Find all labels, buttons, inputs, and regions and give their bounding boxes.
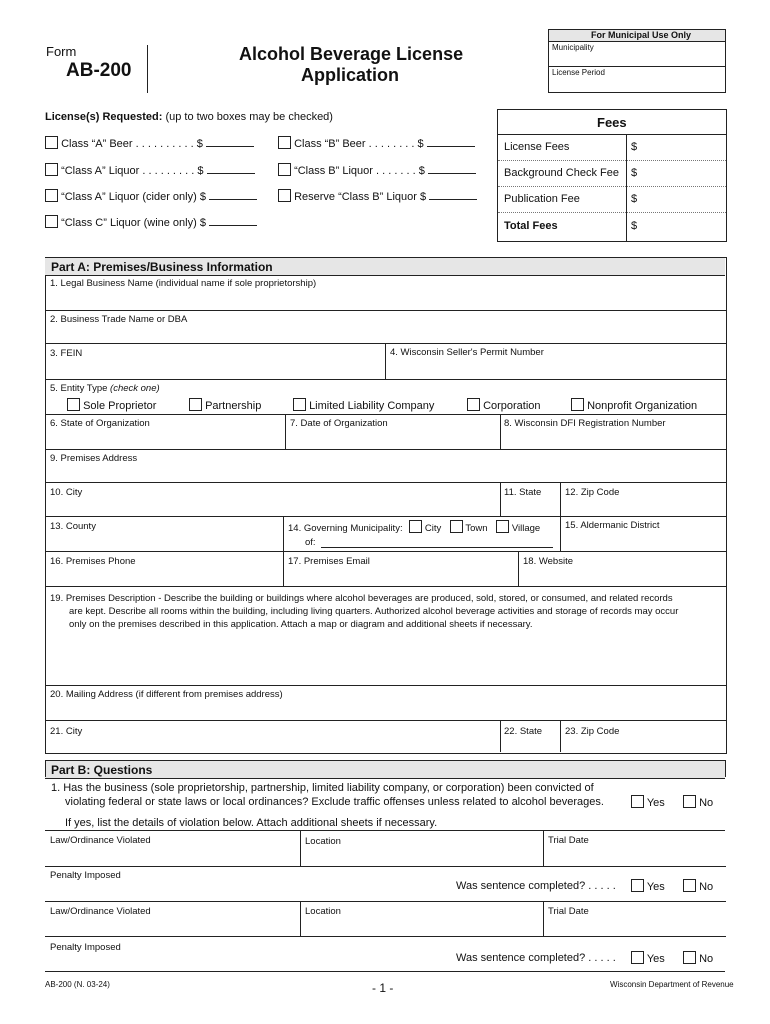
municipal-use-heading: For Municipal Use Only (591, 30, 692, 40)
license-class-a-beer[interactable]: Class “A” Beer . . . . . . . . . . $ (45, 136, 254, 150)
checkbox[interactable] (683, 795, 696, 808)
checkbox[interactable] (45, 136, 58, 149)
entity-sole-proprietor[interactable]: Sole Proprietor (67, 398, 156, 412)
license-class-b-beer[interactable]: Class “B” Beer . . . . . . . . $ (278, 136, 475, 150)
aldermanic-district-field[interactable]: 15. Aldermanic District (565, 520, 660, 531)
state-of-organization-field[interactable]: 6. State of Organization (50, 418, 150, 429)
header-divider (147, 45, 148, 93)
license-class-a-liquor-cider[interactable]: “Class A” Liquor (cider only) $ (45, 189, 257, 203)
checkbox[interactable] (631, 951, 644, 964)
license-fees-input[interactable]: $ (631, 141, 638, 153)
municipal-use-box (548, 29, 726, 93)
checkbox[interactable] (293, 398, 306, 411)
law-violated-field-2[interactable]: Law/Ordinance Violated (50, 906, 151, 917)
question-1-line2: violating federal or state laws or local ordinances? Exclude traffic offenses unless related to alcohol beverages. (65, 796, 604, 808)
footer-page-number: - 1 - (372, 981, 394, 995)
checkbox[interactable] (189, 398, 202, 411)
licenses-heading: License(s) Requested: (up to two boxes may be checked) (45, 111, 333, 123)
mailing-city-field[interactable]: 21. City (50, 726, 83, 737)
total-fees-input[interactable]: $ (631, 220, 638, 232)
license-class-c-liquor-wine[interactable]: “Class C” Liquor (wine only) $ (45, 215, 257, 229)
license-class-b-liquor[interactable]: “Class B” Liquor . . . . . . . $ (278, 163, 476, 177)
footer-form-id: AB-200 (N. 03-24) (45, 980, 110, 989)
premises-address-field[interactable]: 9. Premises Address (50, 453, 138, 464)
penalty-imposed-field-1[interactable]: Penalty Imposed (50, 870, 121, 881)
sentence-1-no-option[interactable]: No (683, 879, 713, 893)
governing-municipality-field[interactable]: 14. Governing Municipality: City Town Village (288, 520, 540, 534)
premises-description-line1: 19. Premises Description - Describe the building or buildings where alcohol beverages are produced, sold, stored, or consumed, and related records (50, 593, 673, 604)
premises-description-line2: are kept. Describe all rooms within the building, including living quarters. Authorized alcohol beverage activities and storage of records may occur (69, 606, 679, 617)
sentence-completed-label-1: Was sentence completed? . . . . . (456, 880, 616, 892)
fees-table (497, 109, 727, 242)
form-number: AB-200 (66, 60, 132, 81)
background-check-fee-label: Background Check Fee (504, 167, 619, 179)
checkbox[interactable] (631, 795, 644, 808)
q1-no-option[interactable]: No (683, 795, 713, 809)
footer-department: Wisconsin Department of Revenue (610, 980, 734, 989)
fees-heading: Fees (597, 115, 627, 130)
law-violated-field-1[interactable]: Law/Ordinance Violated (50, 835, 151, 846)
sellers-permit-field[interactable]: 4. Wisconsin Seller's Permit Number (390, 347, 544, 358)
county-field[interactable]: 13. County (50, 521, 96, 532)
checkbox[interactable] (496, 520, 509, 533)
checkbox[interactable] (278, 163, 291, 176)
trade-name-field[interactable]: 2. Business Trade Name or DBA (50, 314, 188, 325)
checkbox[interactable] (278, 136, 291, 149)
publication-fee-input[interactable]: $ (631, 193, 638, 205)
premises-phone-field[interactable]: 16. Premises Phone (50, 556, 136, 567)
checkbox[interactable] (45, 163, 58, 176)
q1-yes-option[interactable]: Yes (631, 795, 665, 809)
mailing-state-field[interactable]: 22. State (504, 726, 543, 737)
mailing-address-field[interactable]: 20. Mailing Address (if different from premises address) (50, 689, 283, 700)
entity-corporation[interactable]: Corporation (467, 398, 541, 412)
checkbox[interactable] (67, 398, 80, 411)
checkbox[interactable] (450, 520, 463, 533)
city-field[interactable]: 10. City (50, 487, 83, 498)
question-1-line3: If yes, list the details of violation below. Attach additional sheets if necessary. (65, 817, 438, 829)
checkbox[interactable] (278, 189, 291, 202)
dfi-registration-field[interactable]: 8. Wisconsin DFI Registration Number (504, 418, 666, 429)
publication-fee-label: Publication Fee (504, 193, 580, 205)
legal-business-name-field[interactable]: 1. Legal Business Name (individual name if sole proprietorship) (50, 278, 317, 289)
checkbox[interactable] (683, 951, 696, 964)
checkbox[interactable] (683, 879, 696, 892)
website-field[interactable]: 18. Website (523, 556, 573, 567)
entity-nonprofit[interactable]: Nonprofit Organization (571, 398, 697, 412)
sentence-completed-label-2: Was sentence completed? . . . . . (456, 952, 616, 964)
sentence-2-yes-option[interactable]: Yes (631, 951, 665, 965)
location-field-2[interactable]: Location (305, 906, 341, 917)
date-of-organization-field[interactable]: 7. Date of Organization (290, 418, 388, 429)
municipality-label: Municipality (552, 43, 594, 52)
fein-field[interactable]: 3. FEIN (50, 348, 83, 359)
municipality-of-label: of: (305, 537, 316, 548)
checkbox[interactable] (45, 215, 58, 228)
entity-type-label: 5. Entity Type (check one) (50, 383, 160, 394)
location-field-1[interactable]: Location (305, 836, 341, 847)
checkbox[interactable] (409, 520, 422, 533)
license-class-a-liquor[interactable]: “Class A” Liquor . . . . . . . . . $ (45, 163, 255, 177)
part-b-heading: Part B: Questions (45, 760, 725, 779)
sentence-2-no-option[interactable]: No (683, 951, 713, 965)
background-check-fee-input[interactable]: $ (631, 167, 638, 179)
checkbox[interactable] (631, 879, 644, 892)
sentence-1-yes-option[interactable]: Yes (631, 879, 665, 893)
checkbox[interactable] (467, 398, 480, 411)
license-period-label: License Period (552, 68, 605, 77)
premises-description-input[interactable] (46, 632, 724, 684)
total-fees-label: Total Fees (504, 220, 558, 232)
trial-date-field-1[interactable]: Trial Date (548, 835, 589, 846)
premises-email-field[interactable]: 17. Premises Email (288, 556, 370, 567)
license-fees-label: License Fees (504, 141, 570, 153)
form-title-line1: Alcohol Beverage License (239, 44, 464, 64)
form-title-line2: Application (301, 65, 399, 85)
entity-partnership[interactable]: Partnership (189, 398, 261, 412)
penalty-imposed-field-2[interactable]: Penalty Imposed (50, 942, 121, 953)
mailing-zip-field[interactable]: 23. Zip Code (565, 726, 620, 737)
form-label: Form (46, 44, 77, 59)
entity-llc[interactable]: Limited Liability Company (293, 398, 434, 412)
license-reserve-class-b-liquor[interactable]: Reserve “Class B” Liquor $ (278, 189, 477, 203)
state-field[interactable]: 11. State (504, 487, 542, 498)
premises-description-line3: only on the premises described in this application. Attach a map or diagram and additional sheets if necessary. (69, 619, 533, 630)
part-a-heading: Part A: Premises/Business Information (45, 257, 725, 276)
trial-date-field-2[interactable]: Trial Date (548, 906, 589, 917)
checkbox[interactable] (45, 189, 58, 202)
zip-code-field[interactable]: 12. Zip Code (565, 487, 620, 498)
checkbox[interactable] (571, 398, 584, 411)
question-1-line1: 1. Has the business (sole proprietorship, partnership, limited liability company, or corporation) been convicted of (51, 782, 594, 794)
